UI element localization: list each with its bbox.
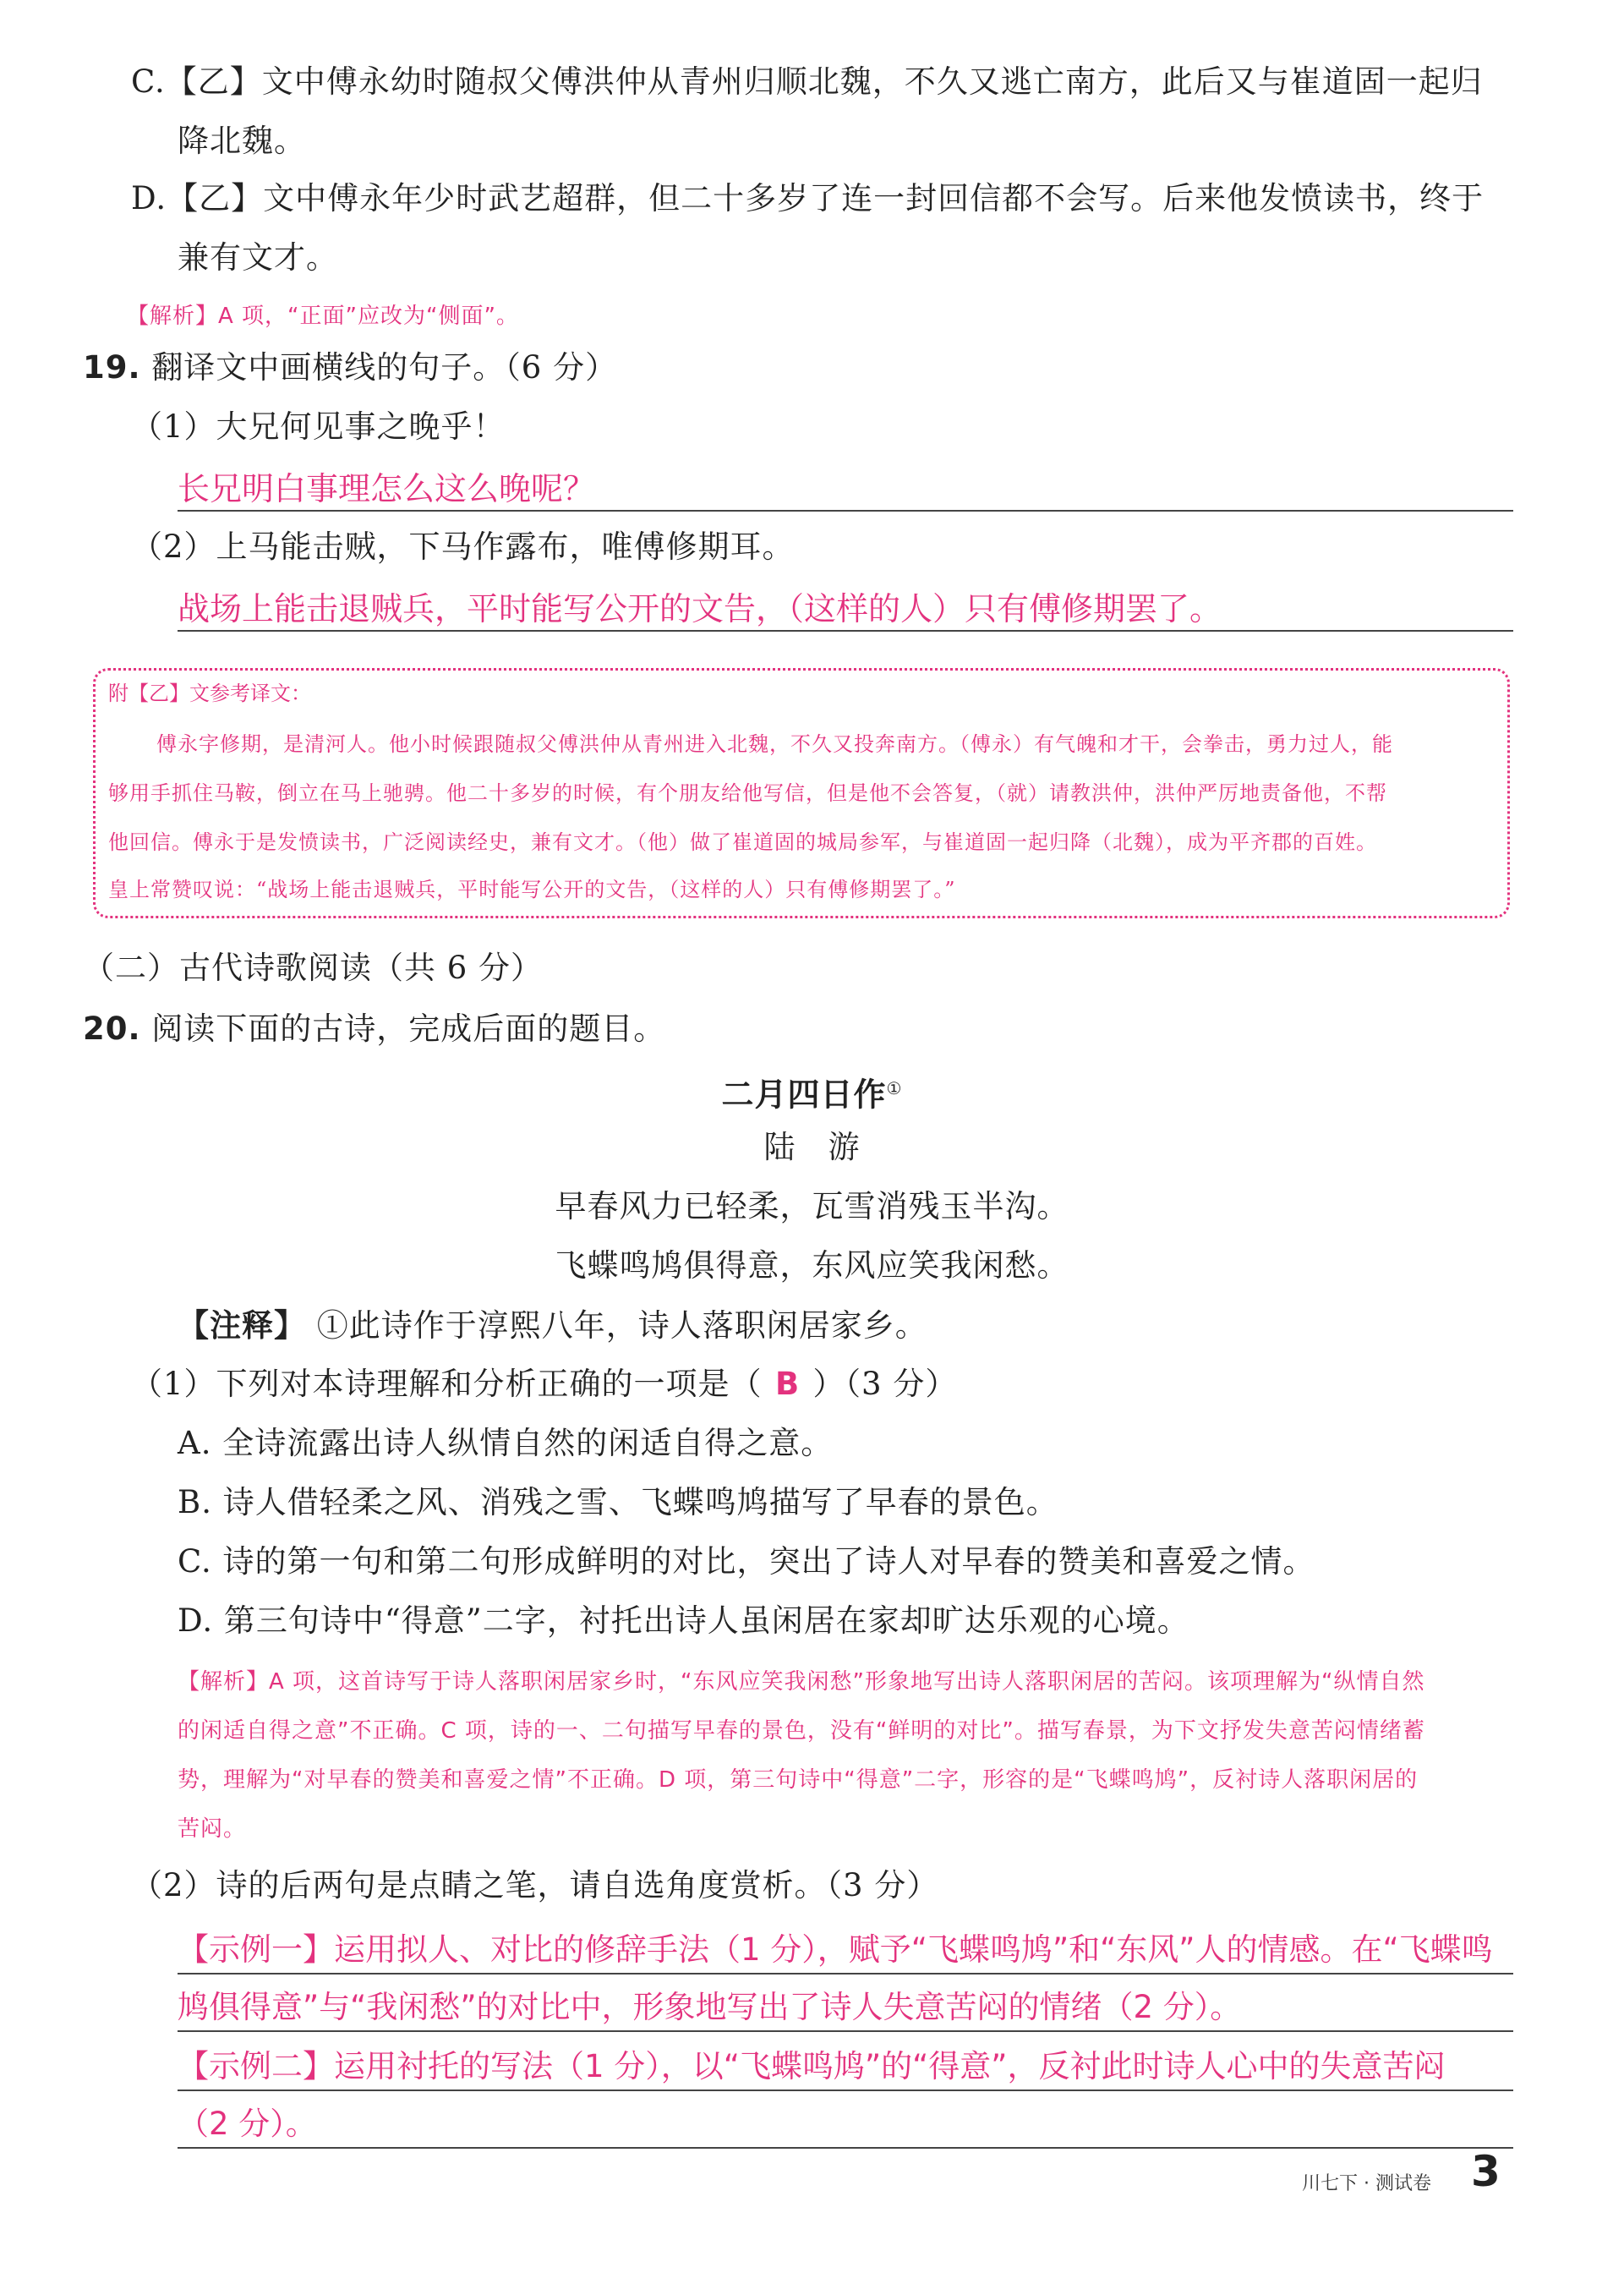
answer-line (178, 2147, 1513, 2149)
q19-sub2: （2）上马能击贼，下马作露布，唯傅修期耳。 (131, 529, 795, 565)
q20-stem: 阅读下面的古诗，完成后面的题目。 (151, 1011, 666, 1047)
q18-option-d-line1: D.【乙】文中傅永年少时武艺超群，但二十多岁了连一封回信都不会写。后来他发愤读书，终于 (131, 180, 1485, 216)
q20-analysis-line: 苦闷。 (178, 1816, 247, 1842)
q19-sub1: （1）大兄何见事之晚乎！ (131, 408, 506, 445)
poem-line: 飞蝶鸣鸠俱得意，东风应笑我闲愁。 (555, 1247, 1069, 1284)
page-number: 3 (1471, 2147, 1501, 2196)
q20-number: 20. (83, 1011, 141, 1047)
translation-line: 够用手抓住马鞍，倒立在马上驰骋。他二十多岁的时候，有个朋友给他写信，但是他不会答复，（就）请教洪仲，洪仲严厉地责备他，不帮 (108, 781, 1387, 805)
q20-stem-row (83, 1008, 665, 1050)
translation-title: 附【乙】文参考译文： (108, 682, 311, 705)
q20-sub1-text: （1）下列对本诗理解和分析正确的一项是（ (131, 1366, 763, 1402)
translation-line: 皇上常赞叹说：“战场上能击退贼兵，平时能写公开的文告，（这样的人）只有傅修期罢了。” (108, 878, 956, 901)
q20-option-d: D. 第三句诗中“得意”二字，衬托出诗人虽闲居在家却旷达乐观的心境。 (178, 1602, 1189, 1639)
poem-title: 二月四日作 (721, 1075, 887, 1114)
answer-line (178, 1973, 1513, 1974)
poem-line: 早春风力已轻柔，瓦雪消残玉半沟。 (555, 1188, 1069, 1224)
example2-line1: 【示例二】运用衬托的写法（1 分），以“飞蝶鸣鸠”的“得意”，反衬此时诗人心中的失意苦闷 (178, 2048, 1446, 2084)
q20-analysis-line: 的闲适自得之意”不正确。C 项，诗的一、二句描写早春的景色，没有“鲜明的对比”。描写春景，为下文抒发失意苦闷情绪蓄 (178, 1718, 1425, 1744)
q19-stem: 翻译文中画横线的句子。（6 分） (151, 349, 618, 386)
answer-line (178, 2030, 1513, 2032)
translation-line: 他回信。傅永于是发愤读书，广泛阅读经史，兼有文才。（他）做了崔道固的城局参军，与崔道固一起归降（北魏），成为平齐郡的百姓。 (108, 830, 1377, 854)
q20-option-b: B. 诗人借轻柔之风、消残之雪、飞蝶鸣鸠描写了早春的景色。 (178, 1484, 1058, 1520)
answer-line (178, 510, 1513, 512)
poem-note-row (178, 1304, 927, 1347)
poem-note-mark: ① (886, 1078, 903, 1098)
q20-option-a: A. 全诗流露出诗人纵情自然的闲适自得之意。 (178, 1425, 834, 1461)
q18-analysis: 【解析】A 项，“正面”应改为“侧面”。 (127, 304, 519, 329)
q19-answer1: 长兄明白事理怎么这么晚呢？ (178, 470, 596, 507)
example1-line1: 【示例一】运用拟人、对比的修辞手法（1 分），赋予“飞蝶鸣鸠”和“东风”人的情感。在“飞蝶鸣 (178, 1931, 1493, 1968)
q19-number: 19. (83, 349, 141, 386)
poem-title-row (0, 1067, 1624, 1116)
q19-stem-row (83, 347, 617, 389)
q20-analysis-line: 【解析】A 项，这首诗写于诗人落职闲居家乡时，“东风应笑我闲愁”形象地写出诗人落职闲居的苦闷。该项理解为“纵情自然 (178, 1669, 1425, 1695)
q18-option-d-line2: 兼有文才。 (178, 239, 338, 276)
q20-sub1-row (131, 1363, 957, 1405)
example2-line2: （2 分）。 (178, 2106, 317, 2142)
q20-sub1-answer: B (774, 1366, 801, 1402)
example1-line2: 鸠俱得意”与“我闲愁”的对比中，形象地写出了诗人失意苦闷的情绪（2 分）。 (178, 1989, 1242, 2025)
q18-option-c-line1: C.【乙】文中傅永幼时随叔父傅洪仲从青州归顺北魏，不久又逃亡南方，此后又与崔道固一起归 (131, 63, 1483, 100)
section-heading: （二）古代诗歌阅读（共 6 分） (83, 950, 544, 986)
footer-label: 川七下 · 测试卷 (1302, 2173, 1431, 2194)
q18-option-c-line2: 降北魏。 (178, 123, 306, 159)
q20-option-c: C. 诗的第一句和第二句形成鲜明的对比，突出了诗人对早春的赞美和喜爱之情。 (178, 1543, 1315, 1580)
answer-line (178, 2090, 1513, 2091)
note-label: 【注释】 (178, 1306, 306, 1344)
note-text: ①此诗作于淳熙八年，诗人落职闲居家乡。 (316, 1307, 927, 1344)
answer-line (178, 630, 1513, 632)
q20-analysis-line: 势，理解为“对早春的赞美和喜爱之情”不正确。D 项，第三句诗中“得意”二字，形容的是“飞蝶鸣鸠”，反衬诗人落职闲居的 (178, 1767, 1419, 1793)
q20-sub1-score: ）（3 分） (812, 1366, 958, 1402)
q19-answer2: 战场上能击退贼兵，平时能写公开的文告，（这样的人）只有傅修期罢了。 (178, 590, 1222, 627)
poem-author: 陆 游 (763, 1129, 861, 1165)
translation-line: 傅永字修期，是清河人。他小时候跟随叔父傅洪仲从青州进入北魏，不久又投奔南方。（傅永）有气魄和才干，会拳击，勇力过人，能 (156, 732, 1393, 756)
q20-sub2: （2）诗的后两句是点睛之笔，请自选角度赏析。（3 分） (131, 1867, 939, 1903)
